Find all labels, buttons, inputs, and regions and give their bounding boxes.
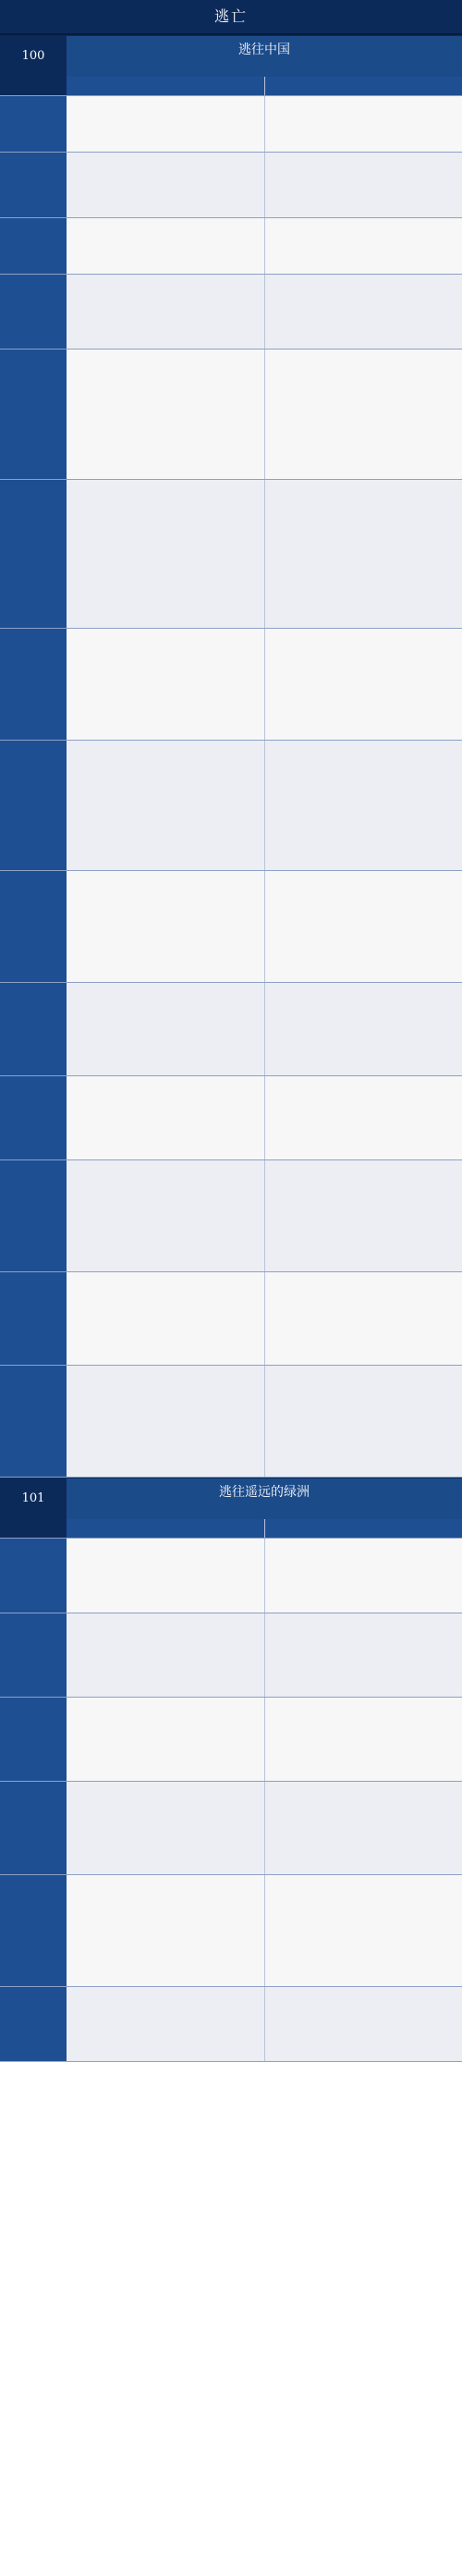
table-row xyxy=(0,1698,462,1782)
row-label xyxy=(0,480,67,628)
section-title: 逃往中国 xyxy=(238,43,290,57)
row-label xyxy=(0,1539,67,1613)
column-header xyxy=(67,77,264,95)
row-left-text xyxy=(67,1613,264,1697)
table-row xyxy=(0,629,462,741)
table-row xyxy=(0,741,462,871)
row-label xyxy=(0,1613,67,1697)
page-title: 逃亡 xyxy=(0,0,462,35)
table-row xyxy=(0,983,462,1076)
table-row xyxy=(0,1875,462,1987)
section-101 xyxy=(0,1478,462,2062)
table-row xyxy=(0,1366,462,1478)
section-title-area xyxy=(67,36,462,77)
table-head-row xyxy=(0,77,462,96)
row-left-text xyxy=(67,1875,264,1986)
section-100 xyxy=(0,35,462,1478)
table-row xyxy=(0,96,462,153)
row-left-text xyxy=(67,153,264,217)
table-row xyxy=(0,1539,462,1613)
row-label xyxy=(0,1698,67,1781)
column-header xyxy=(264,77,462,95)
section-header xyxy=(0,1478,462,1519)
table-row xyxy=(0,1782,462,1875)
column-header xyxy=(67,1519,264,1538)
table-row xyxy=(0,480,462,629)
section-header xyxy=(0,36,462,77)
row-label xyxy=(0,275,67,349)
section-title-area xyxy=(67,1478,462,1519)
table-row xyxy=(0,350,462,480)
row-right-text xyxy=(264,1875,462,1986)
row-label xyxy=(0,218,67,274)
table-row xyxy=(0,871,462,983)
column-header xyxy=(0,77,67,95)
row-right-text xyxy=(264,350,462,479)
column-header xyxy=(264,1519,462,1538)
table-row xyxy=(0,1987,462,2062)
row-label xyxy=(0,96,67,152)
row-label xyxy=(0,1875,67,1986)
section-title: 逃往遥远的绿洲 xyxy=(219,1485,310,1500)
table-row xyxy=(0,1076,462,1160)
row-left-text xyxy=(67,480,264,628)
row-left-text xyxy=(67,1782,264,1874)
section-number: 100 xyxy=(21,49,45,64)
row-right-text xyxy=(264,96,462,152)
row-right-text xyxy=(264,1698,462,1781)
row-left-text xyxy=(67,218,264,274)
row-right-text xyxy=(264,480,462,628)
table-row xyxy=(0,1272,462,1366)
column-header xyxy=(0,1519,67,1538)
table-row xyxy=(0,1160,462,1272)
table-head-row xyxy=(0,1519,462,1539)
row-label xyxy=(0,350,67,479)
row-right-text xyxy=(264,153,462,217)
row-left-text xyxy=(67,1539,264,1613)
row-right-text xyxy=(264,218,462,274)
table-row xyxy=(0,1613,462,1698)
row-left-text xyxy=(67,96,264,152)
row-label xyxy=(0,1782,67,1874)
row-right-text xyxy=(264,275,462,349)
row-left-text xyxy=(67,275,264,349)
row-left-text xyxy=(67,1698,264,1781)
row-right-text xyxy=(264,1539,462,1613)
table-row xyxy=(0,153,462,218)
section-number: 101 xyxy=(21,1491,45,1506)
table-row xyxy=(0,218,462,275)
row-left-text xyxy=(67,350,264,479)
row-right-text xyxy=(264,1782,462,1874)
row-right-text xyxy=(264,1613,462,1697)
table-row xyxy=(0,275,462,350)
row-label xyxy=(0,153,67,217)
